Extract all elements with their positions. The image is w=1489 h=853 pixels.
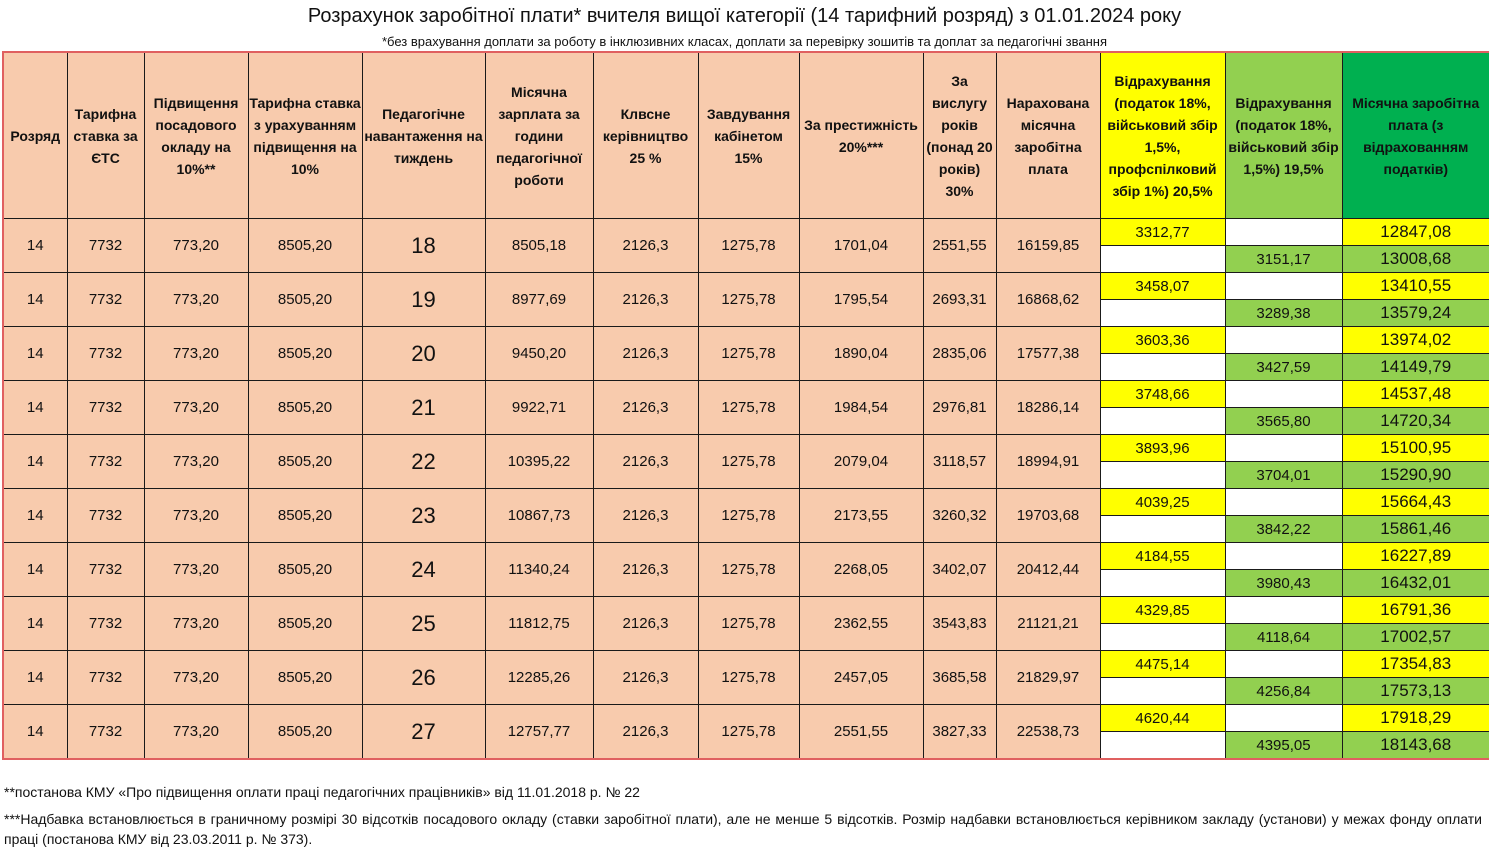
page-title: Розрахунок заробітної плати* вчителя вищої категорії (14 тарифний розряд) з 01.01.2024 року <box>307 5 1182 27</box>
cell-cabinet: 1275,78 <box>698 435 799 489</box>
header-class-leadership: Клвсне керівництво 25 % <box>593 52 698 219</box>
cell-deduction-195: 3151,17 <box>1225 246 1342 273</box>
cell-net-pay-195: 17573,13 <box>1342 678 1489 705</box>
cell-monthly: 9922,71 <box>485 381 593 435</box>
cell-net-pay-195: 13579,24 <box>1342 300 1489 327</box>
cell-grade: 14 <box>3 435 67 489</box>
cell-grade: 14 <box>3 381 67 435</box>
cell-net-pay-205: 13974,02 <box>1342 327 1489 354</box>
cell-monthly: 12757,77 <box>485 705 593 760</box>
cell-seniority: 3543,83 <box>923 597 996 651</box>
cell-grade: 14 <box>3 597 67 651</box>
cell-empty <box>1225 327 1342 354</box>
cell-raise: 773,20 <box>144 435 248 489</box>
cell-deduction-195: 3565,80 <box>1225 408 1342 435</box>
cell-rate: 7732 <box>67 327 144 381</box>
cell-rate: 7732 <box>67 543 144 597</box>
cell-deduction-205: 4184,55 <box>1100 543 1225 570</box>
table-row <box>3 435 1489 462</box>
salary-table <box>2 51 1489 760</box>
cell-rate-raised: 8505,20 <box>248 543 362 597</box>
cell-class-lead: 2126,3 <box>593 705 698 760</box>
cell-grade: 14 <box>3 705 67 760</box>
cell-cabinet: 1275,78 <box>698 597 799 651</box>
cell-seniority: 3260,32 <box>923 489 996 543</box>
cell-class-lead: 2126,3 <box>593 543 698 597</box>
cell-rate: 7732 <box>67 705 144 760</box>
cell-load: 18 <box>362 219 485 273</box>
cell-class-lead: 2126,3 <box>593 489 698 543</box>
cell-net-pay-195: 13008,68 <box>1342 246 1489 273</box>
table-row <box>3 489 1489 516</box>
cell-net-pay-205: 17354,83 <box>1342 651 1489 678</box>
page-subtitle: *без врахування доплати за роботу в інклюзивних класах, доплати за перевірку зошитів та доплат за педагогічні звання <box>382 34 1107 49</box>
cell-rate-raised: 8505,20 <box>248 597 362 651</box>
cell-raise: 773,20 <box>144 327 248 381</box>
cell-monthly: 10867,73 <box>485 489 593 543</box>
cell-monthly: 11340,24 <box>485 543 593 597</box>
cell-load: 19 <box>362 273 485 327</box>
cell-deduction-195: 4118,64 <box>1225 624 1342 651</box>
cell-accrued: 18286,14 <box>996 381 1100 435</box>
cell-raise: 773,20 <box>144 273 248 327</box>
cell-accrued: 16868,62 <box>996 273 1100 327</box>
cell-empty <box>1225 219 1342 246</box>
cell-cabinet: 1275,78 <box>698 381 799 435</box>
header-prestige: За престижність 20%*** <box>799 52 923 219</box>
cell-grade: 14 <box>3 327 67 381</box>
cell-empty <box>1100 732 1225 760</box>
cell-empty <box>1100 570 1225 597</box>
cell-class-lead: 2126,3 <box>593 435 698 489</box>
cell-rate: 7732 <box>67 489 144 543</box>
cell-empty <box>1100 516 1225 543</box>
cell-grade: 14 <box>3 651 67 705</box>
cell-monthly: 8505,18 <box>485 219 593 273</box>
cell-monthly: 10395,22 <box>485 435 593 489</box>
table-row <box>3 597 1489 624</box>
cell-load: 27 <box>362 705 485 760</box>
cell-cabinet: 1275,78 <box>698 489 799 543</box>
cell-rate: 7732 <box>67 435 144 489</box>
cell-empty <box>1225 705 1342 732</box>
table-body <box>3 219 1489 760</box>
table-row <box>3 381 1489 408</box>
cell-grade: 14 <box>3 543 67 597</box>
cell-rate-raised: 8505,20 <box>248 435 362 489</box>
cell-class-lead: 2126,3 <box>593 273 698 327</box>
header-raised-rate: Тарифна ставка з урахуванням підвищення на 10% <box>248 52 362 219</box>
header-deduction-195: Відрахування (податок 18%, військовий збір 1,5%) 19,5% <box>1225 52 1342 219</box>
cell-rate-raised: 8505,20 <box>248 273 362 327</box>
cell-deduction-195: 3289,38 <box>1225 300 1342 327</box>
cell-net-pay-205: 17918,29 <box>1342 705 1489 732</box>
cell-rate: 7732 <box>67 219 144 273</box>
cell-deduction-195: 3427,59 <box>1225 354 1342 381</box>
cell-empty <box>1100 246 1225 273</box>
cell-accrued: 22538,73 <box>996 705 1100 760</box>
cell-prestige: 2268,05 <box>799 543 923 597</box>
cell-empty <box>1100 462 1225 489</box>
cell-seniority: 2693,31 <box>923 273 996 327</box>
cell-raise: 773,20 <box>144 381 248 435</box>
header-weekly-load: Педагогічне навантаження на тиждень <box>362 52 485 219</box>
header-seniority: За вислугу років (понад 20 років) 30% <box>923 52 996 219</box>
cell-deduction-195: 3704,01 <box>1225 462 1342 489</box>
header-tariff-rate: Тарифна ставка за ЄТС <box>67 52 144 219</box>
cell-seniority: 3402,07 <box>923 543 996 597</box>
cell-accrued: 21829,97 <box>996 651 1100 705</box>
cell-grade: 14 <box>3 219 67 273</box>
cell-empty <box>1100 408 1225 435</box>
cell-prestige: 1890,04 <box>799 327 923 381</box>
cell-accrued: 19703,68 <box>996 489 1100 543</box>
cell-seniority: 3118,57 <box>923 435 996 489</box>
header-monthly-pay: Місячна зарплата за години педагогічної роботи <box>485 52 593 219</box>
table-row <box>3 273 1489 300</box>
cell-load: 24 <box>362 543 485 597</box>
cell-accrued: 17577,38 <box>996 327 1100 381</box>
cell-seniority: 3827,33 <box>923 705 996 760</box>
cell-deduction-195: 3980,43 <box>1225 570 1342 597</box>
cell-empty <box>1100 300 1225 327</box>
cell-deduction-205: 4329,85 <box>1100 597 1225 624</box>
header-accrued: Нарахована місячна заробітна плата <box>996 52 1100 219</box>
cell-prestige: 1701,04 <box>799 219 923 273</box>
cell-deduction-205: 3458,07 <box>1100 273 1225 300</box>
cell-raise: 773,20 <box>144 597 248 651</box>
header-grade: Розряд <box>3 52 67 219</box>
header-cabinet: Завдування кабінетом 15% <box>698 52 799 219</box>
cell-deduction-195: 3842,22 <box>1225 516 1342 543</box>
cell-net-pay-205: 15664,43 <box>1342 489 1489 516</box>
cell-deduction-205: 4620,44 <box>1100 705 1225 732</box>
cell-load: 25 <box>362 597 485 651</box>
cell-class-lead: 2126,3 <box>593 597 698 651</box>
cell-load: 22 <box>362 435 485 489</box>
cell-net-pay-195: 14720,34 <box>1342 408 1489 435</box>
footnote-2: ***Надбавка встановлюється в граничному розмірі 30 відсотків посадового окладу (ставки заробітної плати), але не менше 5 відсотків. Розмір надбавки встановлюється керівником закладу (установи) у межах фонду оплати праці (постанова КМУ від 23.03.2011 р. № 373). <box>4 811 1482 847</box>
cell-empty <box>1100 678 1225 705</box>
cell-load: 23 <box>362 489 485 543</box>
cell-empty <box>1225 489 1342 516</box>
cell-grade: 14 <box>3 489 67 543</box>
cell-class-lead: 2126,3 <box>593 381 698 435</box>
cell-deduction-195: 4256,84 <box>1225 678 1342 705</box>
cell-empty <box>1100 354 1225 381</box>
header-net-pay: Місячна заробітна плата (з відрахованням податків) <box>1342 52 1489 219</box>
cell-cabinet: 1275,78 <box>698 219 799 273</box>
cell-deduction-205: 3312,77 <box>1100 219 1225 246</box>
cell-prestige: 2079,04 <box>799 435 923 489</box>
cell-empty <box>1225 651 1342 678</box>
cell-grade: 14 <box>3 273 67 327</box>
cell-rate: 7732 <box>67 273 144 327</box>
table-row <box>3 543 1489 570</box>
cell-deduction-205: 4475,14 <box>1100 651 1225 678</box>
cell-load: 21 <box>362 381 485 435</box>
cell-prestige: 2457,05 <box>799 651 923 705</box>
cell-cabinet: 1275,78 <box>698 327 799 381</box>
header-deduction-205: Відрахування (податок 18%, військовий збір 1,5%, профспілковий збір 1%) 20,5% <box>1100 52 1225 219</box>
cell-rate: 7732 <box>67 597 144 651</box>
cell-prestige: 2173,55 <box>799 489 923 543</box>
cell-deduction-205: 3603,36 <box>1100 327 1225 354</box>
cell-class-lead: 2126,3 <box>593 651 698 705</box>
cell-empty <box>1225 435 1342 462</box>
table-row <box>3 651 1489 678</box>
cell-net-pay-205: 15100,95 <box>1342 435 1489 462</box>
cell-rate-raised: 8505,20 <box>248 219 362 273</box>
cell-rate-raised: 8505,20 <box>248 489 362 543</box>
cell-raise: 773,20 <box>144 651 248 705</box>
cell-monthly: 8977,69 <box>485 273 593 327</box>
cell-raise: 773,20 <box>144 219 248 273</box>
cell-deduction-205: 3748,66 <box>1100 381 1225 408</box>
cell-net-pay-195: 15290,90 <box>1342 462 1489 489</box>
cell-seniority: 3685,58 <box>923 651 996 705</box>
cell-rate: 7732 <box>67 651 144 705</box>
cell-monthly: 11812,75 <box>485 597 593 651</box>
cell-cabinet: 1275,78 <box>698 273 799 327</box>
table-row <box>3 327 1489 354</box>
cell-net-pay-205: 16227,89 <box>1342 543 1489 570</box>
cell-rate-raised: 8505,20 <box>248 327 362 381</box>
cell-cabinet: 1275,78 <box>698 705 799 760</box>
cell-empty <box>1225 597 1342 624</box>
cell-rate-raised: 8505,20 <box>248 705 362 760</box>
table-row <box>3 705 1489 732</box>
cell-net-pay-205: 14537,48 <box>1342 381 1489 408</box>
cell-prestige: 2362,55 <box>799 597 923 651</box>
cell-load: 20 <box>362 327 485 381</box>
cell-raise: 773,20 <box>144 489 248 543</box>
cell-monthly: 9450,20 <box>485 327 593 381</box>
cell-empty <box>1225 381 1342 408</box>
cell-cabinet: 1275,78 <box>698 543 799 597</box>
cell-net-pay-195: 18143,68 <box>1342 732 1489 760</box>
header-row <box>3 52 1489 219</box>
cell-net-pay-195: 16432,01 <box>1342 570 1489 597</box>
cell-prestige: 1795,54 <box>799 273 923 327</box>
cell-seniority: 2835,06 <box>923 327 996 381</box>
table-row <box>3 219 1489 246</box>
cell-monthly: 12285,26 <box>485 651 593 705</box>
cell-net-pay-205: 13410,55 <box>1342 273 1489 300</box>
cell-accrued: 20412,44 <box>996 543 1100 597</box>
cell-net-pay-195: 15861,46 <box>1342 516 1489 543</box>
cell-net-pay-205: 16791,36 <box>1342 597 1489 624</box>
cell-accrued: 16159,85 <box>996 219 1100 273</box>
cell-cabinet: 1275,78 <box>698 651 799 705</box>
cell-deduction-205: 4039,25 <box>1100 489 1225 516</box>
cell-empty <box>1225 543 1342 570</box>
cell-accrued: 21121,21 <box>996 597 1100 651</box>
cell-rate: 7732 <box>67 381 144 435</box>
cell-net-pay-195: 14149,79 <box>1342 354 1489 381</box>
cell-empty <box>1100 624 1225 651</box>
cell-load: 26 <box>362 651 485 705</box>
cell-class-lead: 2126,3 <box>593 219 698 273</box>
cell-accrued: 18994,91 <box>996 435 1100 489</box>
cell-net-pay-195: 17002,57 <box>1342 624 1489 651</box>
cell-raise: 773,20 <box>144 543 248 597</box>
cell-rate-raised: 8505,20 <box>248 381 362 435</box>
cell-net-pay-205: 12847,08 <box>1342 219 1489 246</box>
cell-seniority: 2976,81 <box>923 381 996 435</box>
cell-rate-raised: 8505,20 <box>248 651 362 705</box>
cell-class-lead: 2126,3 <box>593 327 698 381</box>
cell-prestige: 1984,54 <box>799 381 923 435</box>
cell-raise: 773,20 <box>144 705 248 760</box>
header-salary-raise: Підвищення посадового окладу на 10%** <box>144 52 248 219</box>
cell-seniority: 2551,55 <box>923 219 996 273</box>
cell-empty <box>1225 273 1342 300</box>
footnote-1: **постанова КМУ «Про підвищення оплати праці педагогічних працівників» від 11.01.2018 р. № 22 <box>4 784 640 800</box>
cell-deduction-195: 4395,05 <box>1225 732 1342 760</box>
cell-deduction-205: 3893,96 <box>1100 435 1225 462</box>
cell-prestige: 2551,55 <box>799 705 923 760</box>
